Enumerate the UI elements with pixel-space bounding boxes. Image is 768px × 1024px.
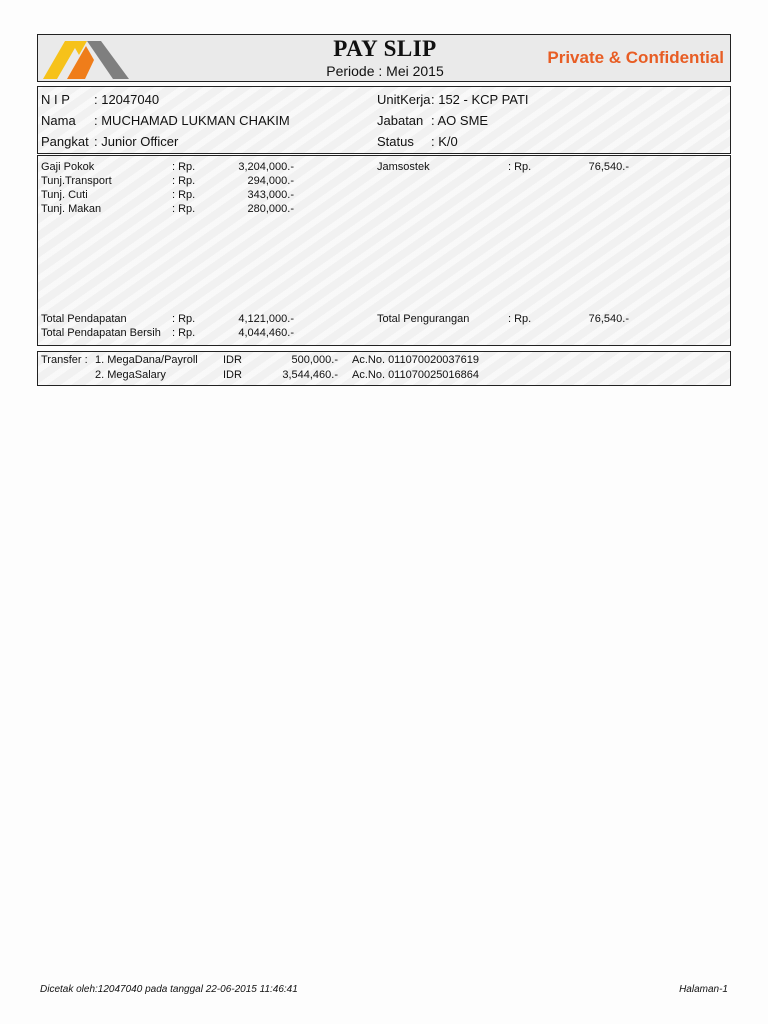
deduction-label: Jamsostek (377, 161, 430, 173)
unit-value: : 152 - KCP PATI (431, 92, 529, 107)
earning-amount: 3,204,000.- (238, 161, 294, 173)
status-value: : K/0 (431, 134, 458, 149)
earning-label: Tunj.Transport (41, 175, 112, 187)
total-income-currency: : Rp. (172, 313, 196, 325)
transfer-account: Ac.No. 011070020037619 (352, 354, 480, 366)
earning-label: Gaji Pokok (41, 161, 95, 173)
earning-amount: 280,000.- (247, 203, 294, 215)
earning-label: Tunj. Makan (41, 203, 102, 215)
nip-value: : 12047040 (94, 92, 160, 107)
pangkat-value: : Junior Officer (94, 134, 179, 149)
page-number: Halaman-1 (679, 984, 728, 995)
net-income-label: Total Pendapatan Bersih (41, 327, 161, 339)
jabatan-label: Jabatan (377, 113, 424, 128)
earning-currency: : Rp. (172, 203, 196, 215)
total-deduction-label: Total Pengurangan (377, 313, 470, 325)
pangkat-label: Pangkat (41, 134, 89, 149)
printed-by-footer: Dicetak oleh:12047040 pada tanggal 22-06-2015 11:46:41 (40, 984, 298, 995)
transfer-name: 2. MegaSalary (95, 369, 166, 381)
total-deduction-amount: 76,540.- (588, 313, 629, 325)
total-deduction-currency: : Rp. (508, 313, 532, 325)
employee-info (37, 86, 731, 154)
earnings-deductions (37, 155, 731, 346)
status-label: Status (377, 134, 414, 149)
transfer-currency: IDR (223, 369, 242, 381)
transfer-name: 1. MegaDana/Payroll (95, 354, 198, 366)
jabatan-value: : AO SME (431, 113, 489, 128)
net-income-amount: 4,044,460.- (238, 327, 294, 339)
deduction-currency: : Rp. (508, 161, 532, 173)
payslip-header (37, 34, 731, 82)
nama-label: Nama (41, 113, 76, 128)
transfer-account: Ac.No. 011070025016864 (352, 369, 480, 381)
unit-label: UnitKerja (377, 92, 431, 107)
transfer-amount: 3,544,460.- (282, 369, 338, 381)
earning-label: Tunj. Cuti (41, 189, 88, 201)
transfer-amount: 500,000.- (291, 354, 338, 366)
earning-amount: 294,000.- (247, 175, 294, 187)
page-title: PAY SLIP (333, 36, 437, 61)
net-income-currency: : Rp. (172, 327, 196, 339)
confidential-label: Private & Confidential (547, 48, 724, 67)
total-income-label: Total Pendapatan (41, 313, 127, 325)
earning-currency: : Rp. (172, 189, 196, 201)
deduction-amount: 76,540.- (588, 161, 629, 173)
period-label: Periode : Mei 2015 (326, 63, 444, 79)
earning-amount: 343,000.- (247, 189, 294, 201)
earning-currency: : Rp. (172, 175, 196, 187)
transfer-label: Transfer : (41, 354, 88, 366)
nama-value: : MUCHAMAD LUKMAN CHAKIM (94, 113, 290, 128)
total-income-amount: 4,121,000.- (238, 313, 294, 325)
nip-label: N I P (41, 92, 70, 107)
transfer-currency: IDR (223, 354, 242, 366)
transfer-section (37, 351, 731, 386)
earning-currency: : Rp. (172, 161, 196, 173)
